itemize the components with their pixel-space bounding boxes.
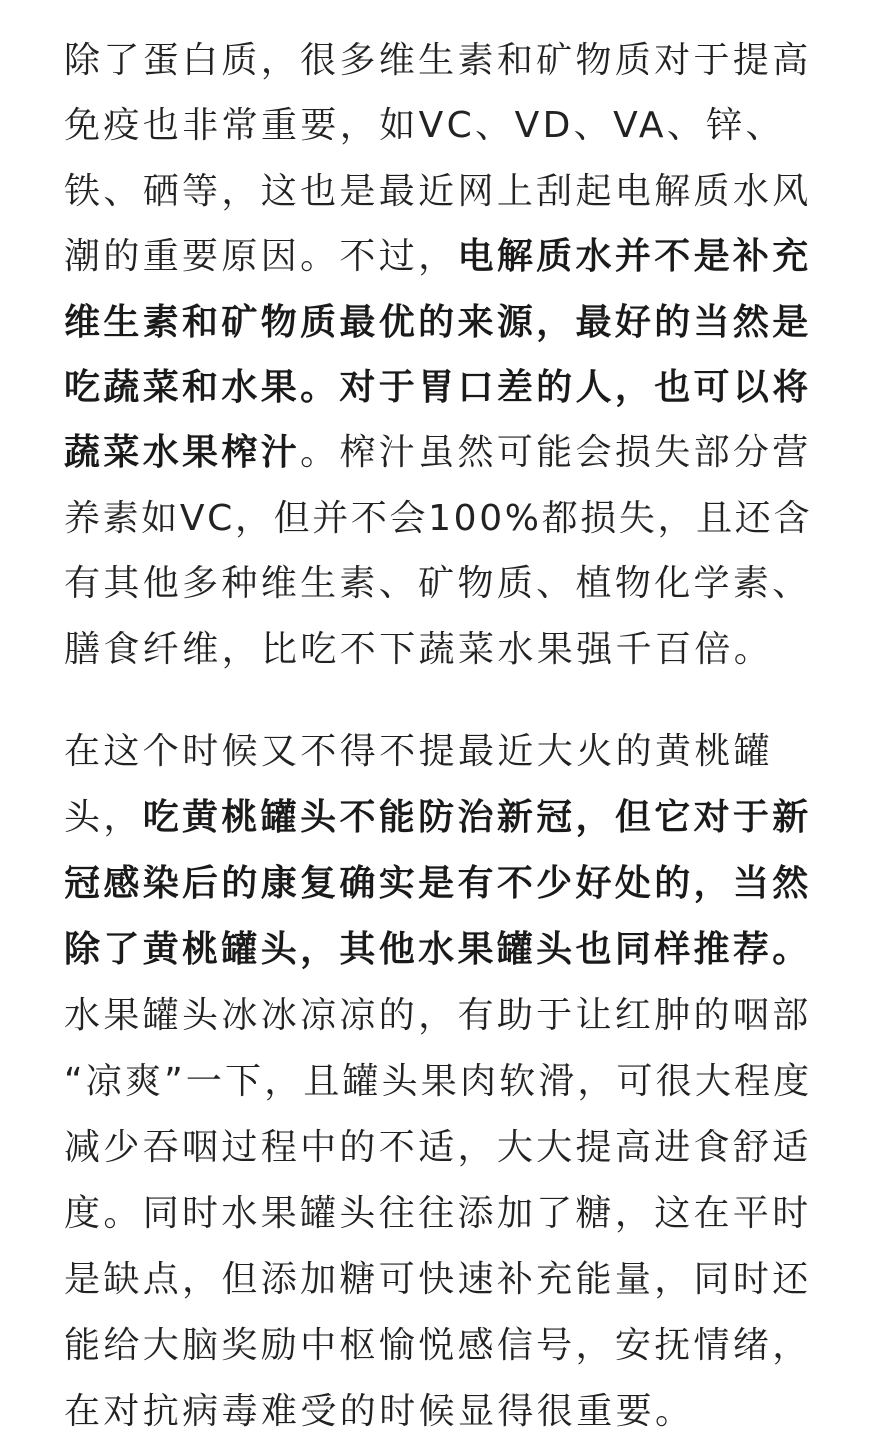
text-line: [64, 159, 812, 224]
paragraph: [64, 28, 812, 682]
text-segment: 。榨汁虽然可能会损失部分营: [300, 432, 812, 474]
text-line: [64, 290, 812, 355]
text-segment: 潮的重要原因。不过，: [64, 236, 458, 278]
bold-text-segment: 除了黄桃罐头，其他水果罐头也同样推荐。: [64, 928, 812, 970]
text-line: [64, 93, 812, 158]
text-line: [64, 617, 812, 682]
text-line: [64, 1181, 812, 1247]
bold-text-segment: 电解质水并不是补充: [457, 236, 812, 278]
bold-text-segment: 吃黄桃罐头不能防治新冠，但它对于新: [142, 796, 812, 838]
text-line: [64, 851, 812, 917]
text-line: [64, 551, 812, 616]
text-segment: 是缺点，但添加糖可快速补充能量，同时还: [64, 1258, 812, 1300]
text-segment: 免疫也非常重要，如VC、VD、VA、锌、: [64, 105, 786, 147]
text-line: [64, 917, 812, 983]
text-line: [64, 224, 812, 289]
text-line: [64, 1115, 812, 1181]
paragraph-spacer: [64, 682, 812, 719]
text-segment: “凉爽”一下，且罐头果肉软滑，可很大程度: [64, 1060, 813, 1102]
text-line: [64, 1247, 812, 1313]
text-line: [64, 355, 812, 420]
bold-text-segment: 吃蔬菜和水果。对于胃口差的人，也可以将: [64, 366, 812, 408]
text-segment: 膳食纤维，比吃不下蔬菜水果强千百倍。: [64, 628, 774, 670]
text-segment: 度。同时水果罐头往往添加了糖，这在平时: [64, 1192, 812, 1234]
article-body: [64, 28, 812, 1445]
text-segment: 减少吞咽过程中的不适，大大提高进食舒适: [64, 1126, 812, 1168]
text-segment: 铁、硒等，这也是最近网上刮起电解质水风: [64, 170, 812, 212]
bold-text-segment: 冠感染后的康复确实是有不少好处的，当然: [64, 862, 812, 904]
bold-text-segment: 维生素和矿物质最优的来源，最好的当然是: [64, 301, 812, 343]
text-segment: 头，: [64, 796, 143, 838]
text-line: [64, 420, 812, 485]
text-line: [64, 719, 812, 785]
text-line: [64, 1379, 812, 1445]
bold-text-segment: 蔬菜水果榨汁: [64, 432, 301, 474]
text-segment: 在这个时候又不得不提最近大火的黄桃罐: [64, 730, 774, 772]
text-line: [64, 28, 812, 93]
text-line: [64, 486, 812, 551]
text-segment: 在对抗病毒难受的时候显得很重要。: [64, 1390, 695, 1432]
text-segment: 除了蛋白质，很多维生素和矿物质对于提高: [64, 40, 812, 81]
text-segment: 水果罐头冰冰凉凉的，有助于让红肿的咽部: [64, 994, 812, 1036]
text-segment: 能给大脑奖励中枢愉悦感信号，安抚情绪，: [64, 1324, 812, 1366]
text-segment: 有其他多种维生素、矿物质、植物化学素、: [64, 563, 812, 605]
text-segment: 养素如VC，但并不会100%都损失，且还含: [64, 497, 813, 539]
text-line: [64, 785, 812, 851]
text-line: [64, 983, 812, 1049]
paragraph: [64, 719, 812, 1445]
text-line: [64, 1313, 812, 1379]
text-line: [64, 1049, 812, 1115]
